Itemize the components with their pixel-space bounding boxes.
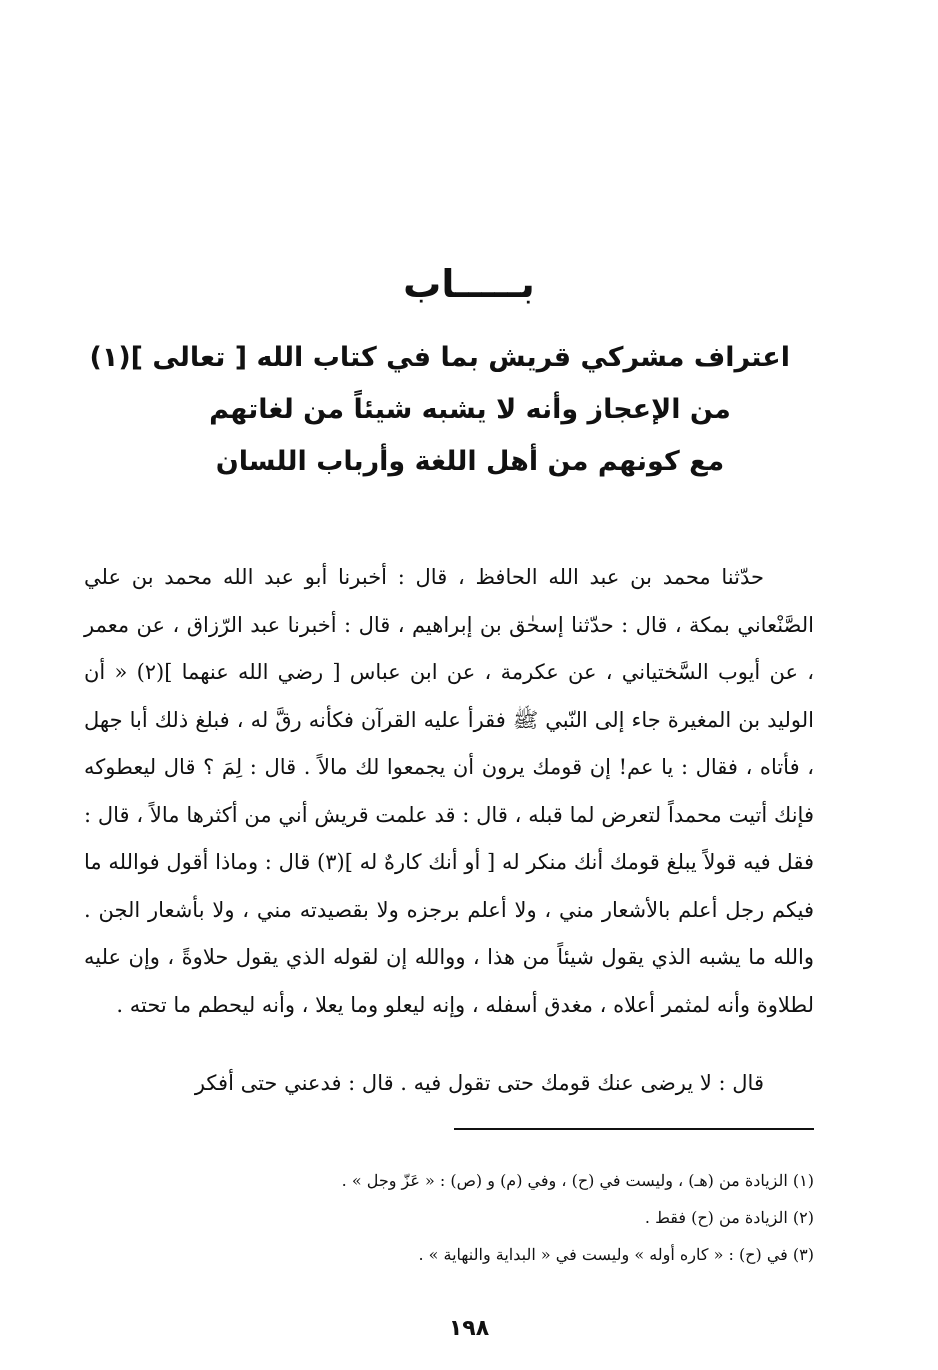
paragraph-2-text: قال : لا يرضى عنك قومك حتى تقول فيه . قال : فدعني حتى أفكر — [194, 1071, 764, 1095]
footnote-3: (٣) في (ح) : « كاره أوله » وليست في « البداية والنهاية » . — [418, 1245, 814, 1264]
paragraph-1-text: حدّثنا محمد بن عبد الله الحافظ ، قال : أخبرنا أبو عبد الله محمد بن علي الصَّنْعاني بمكة ، قال : حدّثنا إسحٰق بن إبراهيم ، قال : أخبرنا عبد الرّزاق ، عن معمر ، عن أيوب السَّختياني ، عن عكرمة ، عن ابن عباس [ رضي الله عنهما ](٢) « أن الوليد بن المغيرة جاء إلى النّبي ﷺ فقرأ عليه القرآن فكأنه رقَّ له ، فبلغ ذلك أبا جهل ، فأتاه ، فقال : يا عم! إن قومك يرون أن يجمعوا لك مالاً . قال : لِمَ ؟ قال ليعطوكه فإنك أتيت محمداً لتعرض لما قبله ، قال : قد علمت قريش أني من أكثرها مالاً ، قال : فقل فيه قولاً يبلغ قومك أنك منكر له [ أو أنك كارهٌ له ](٣) قال : وماذا أقول فوالله ما فيكم رجل أعلم بالأشعار مني ، ولا أعلم برجزه ولا بقصيدته مني ، ولا بأشعار الجن . والله ما يشبه الذي يقول شيئاً من هذا ، ووالله إن لقوله الذي يقول حلاوةً ، وإن عليه لطلاوة وأنه لمثمر أعلاه ، مغدق أسفله ، وإنه ليعلو وما يعلا ، وأنه ليحطم ما تحته . — [84, 565, 814, 1017]
chapter-title — [89, 332, 790, 488]
paragraph-1 — [84, 554, 814, 1029]
paragraph-2 — [84, 1060, 814, 1107]
chapter-heading: بـــــاب — [403, 262, 535, 306]
page-number: ١٩٨ — [448, 1316, 490, 1341]
title-line-2: من الإعجاز وأنه لا يشبه شيئاً من لغاتهم — [209, 394, 731, 425]
footnote-1: (١) الزيادة من (هـ) ، وليست في (ح) ، وفي (م) و (ص) : « عَزّ وجل » . — [341, 1171, 814, 1190]
main-text — [84, 554, 814, 1029]
title-line-1: اعتراف مشركي قريش بما في كتاب الله [ تعالى ](١) — [89, 342, 790, 373]
footnotes — [254, 1162, 814, 1273]
title-line-3: مع كونهم من أهل اللغة وأرباب اللسان — [215, 446, 725, 477]
footnote-separator — [454, 1128, 814, 1130]
footnote-2: (٢) الزيادة من (ح) فقط . — [644, 1208, 814, 1227]
